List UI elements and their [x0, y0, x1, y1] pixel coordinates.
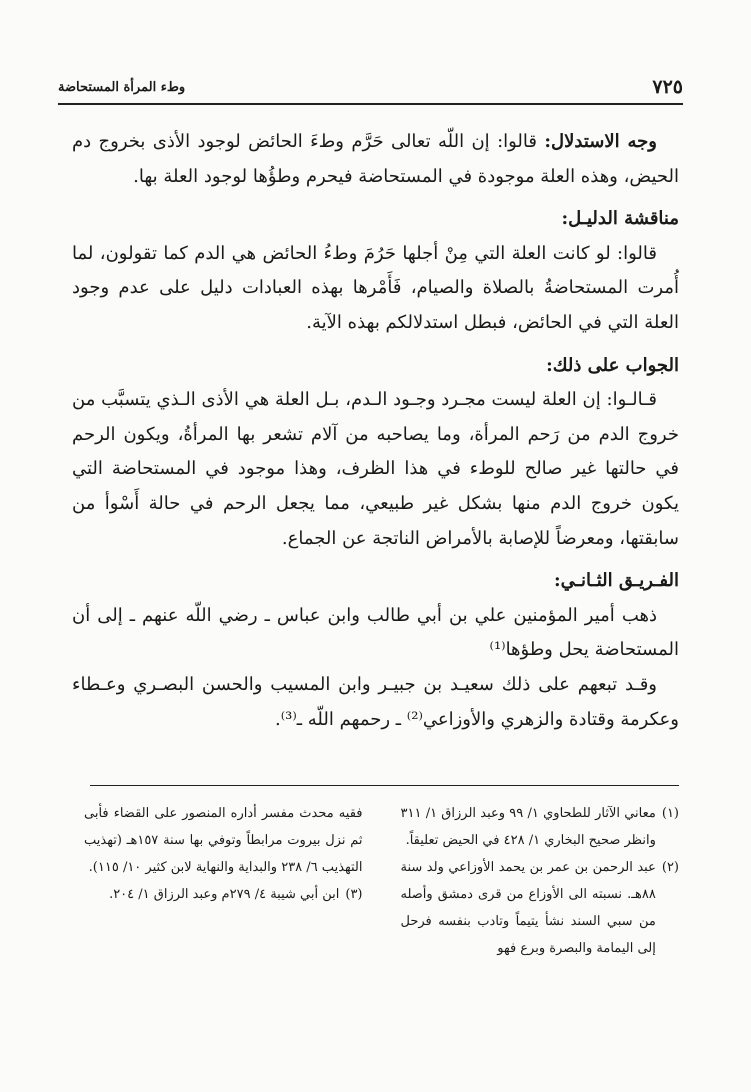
running-title: وطء المرأة المستحاضة [58, 79, 186, 95]
heading-evidence-discussion: مناقشة الدليـل: [561, 208, 679, 230]
footnote-2 [401, 854, 680, 962]
footnote-1 [401, 800, 680, 854]
footnote-column-left [84, 800, 363, 962]
header-divider [58, 103, 683, 105]
footnote-text: عبد الرحمن بن عمر بن يحمد الأوزاعي ولد سنة ٨٨هـ. نسبته الى الأوزاع من قرى دمشق وأصله من سبي السند نشأ يتيماً وتادب بنفسه فرحل إلى اليمامة والبصرة وبرع فهو [400, 860, 656, 956]
footnote-text: ابن أبي شيبة ٤/ ٢٧٩م وعبد الرزاق ١/ ٢٠٤. [109, 887, 340, 902]
paragraph-discussion: قالوا: لو كانت العلة التي مِنْ أجلها حَرُمَ وطءُ الحائض هي الدم كما تقولون، لما أُمرت المستحاضةُ بالصلاة والصيام، فَأَمْرها بهذه العبادات دليل على عدم وجود العلة التي في الحائض، فبطل استدلالكم بهذه الآية. [72, 242, 679, 333]
footnote-2-continued: فقيه محدث مفسر أداره المنصور على القضاء فأبى ثم نزل بيروت مرابطاً وتوفي بها سنة ١٥٧هـ (تهذيب التهذيب ٦/ ٢٣٨ والبداية والنهاية لابن كثير ١٠/ ١١٥). [84, 806, 363, 875]
inference-text: قالوا: إن اللّه تعالى حَرَّم وطءَ الحائض لوجود الأذى بخروج دم الحيض، وهذه العلة موجودة في المستحاضة فيحرم وطؤُها لوجود العلة بها. [72, 131, 679, 187]
footnote-column-right [401, 800, 680, 962]
page-header [58, 74, 683, 100]
footnote-number: (١) [661, 806, 679, 821]
paragraph-followers: وقـد تبعهم على ذلك سعيـد بن جبيـر وابن المسيب والحسن البصـري وعـطاء وعكرمة وقتادة والزهري والأوزاعي⁽²⁾ ـ رحمهم اللّه ـ⁽³⁾. [72, 673, 679, 730]
footnote-number: (٢) [661, 860, 679, 875]
footnotes [84, 800, 679, 962]
paragraph-inference [72, 125, 679, 194]
footnote-3 [84, 881, 363, 908]
heading-second-group: الفـريـق الثـانـي: [554, 570, 679, 592]
paragraph-second-group: ذهب أمير المؤمنين علي بن أبي طالب وابن عباس ـ رضي اللّه عنهم ـ إلى أن المستحاضة يحل وطؤها⁽¹⁾ [72, 604, 679, 661]
inference-lead: وجه الاستدلال: [544, 131, 658, 152]
footnote-text: معاني الآثار للطحاوي ١/ ٩٩ وعبد الرزاق ١/ ٣١١ وانظر صحيح البخاري ١/ ٤٢٨ في الحيض تعليقاً. [400, 806, 656, 848]
paragraph-response: قـالـوا: إن العلة ليست مجـرد وجـود الـدم، بـل العلة هي الأذى الـذي يتسبَّب من خروج الدم من رَحم المرأة، وما يصاحبه من آلام تشعر بها المرأةُ، ويكون الرحم في حالتها غير صالح للوطء في هذا الظرف، وهذا موجود في المستحاضة التي يكون خروج الدم منها بشكل غير طبيعي، مما يجعل الرحم في حالة أَسْوأ من سابقتها، ومعرضاً للإصابة بالأمراض الناتجة عن الجماع. [72, 389, 679, 549]
footnote-divider [90, 785, 679, 786]
footnote-number: (٣) [345, 887, 363, 902]
heading-response: الجواب على ذلك: [546, 354, 679, 376]
page-number: ٧٢٥ [652, 76, 683, 98]
main-text [72, 125, 679, 737]
